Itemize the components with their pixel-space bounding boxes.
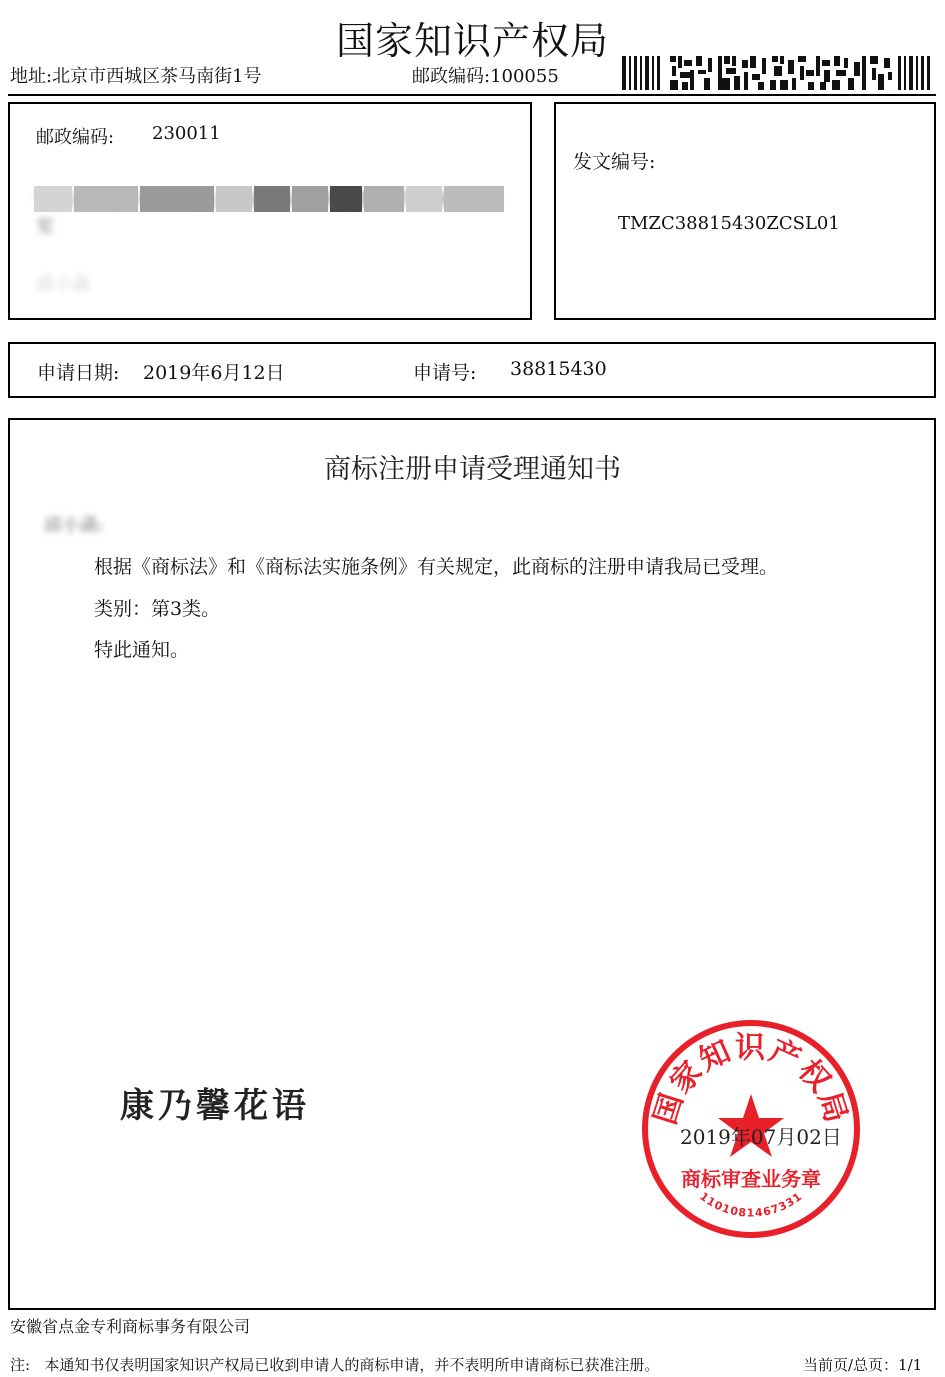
recipient-address-line2: 室 — [36, 216, 54, 237]
office-postcode: 邮政编码:100055 — [412, 66, 559, 87]
notice-date: 2019年07月02日 — [680, 1125, 842, 1149]
application-date-label: 申请日期: — [37, 362, 120, 384]
page-title: 国家知识产权局 — [335, 19, 609, 63]
notice-category: 类别：第3类。 — [94, 598, 221, 620]
redaction-strip — [34, 186, 534, 216]
footer-note: 注: 本通知书仅表明国家知识产权局已收到申请人的商标申请，并不表明所申请商标已获准注册。 — [10, 1356, 660, 1374]
agent-name: 安徽省点金专利商标事务有限公司 — [10, 1317, 251, 1336]
recipient-name: 邱小菡 — [36, 274, 90, 295]
notice-title: 商标注册申请受理通知书 — [324, 454, 621, 485]
header-divider — [8, 94, 936, 96]
application-number-value: 38815430 — [510, 358, 607, 380]
page-indicator: 当前页/总页：1/1 — [803, 1356, 923, 1374]
application-number-label: 申请号: — [413, 362, 477, 384]
trademark-image: 康乃馨花语 — [120, 1086, 310, 1126]
seal-serial: 1101081467331 — [697, 1189, 805, 1220]
application-date-value: 2019年6月12日 — [143, 362, 285, 384]
doc-number-box — [554, 102, 936, 320]
notice-body: 根据《商标法》和《商标法实施条例》有关规定，此商标的注册申请我局已受理。 — [94, 556, 779, 578]
recipient-postcode-label: 邮政编码: — [36, 127, 115, 148]
barcode-icon — [622, 56, 930, 90]
seal-bottom-text: 商标审查业务章 — [681, 1167, 821, 1191]
seal-top-text: 国家知识产权局 — [647, 1030, 855, 1129]
recipient-postcode-value: 230011 — [152, 123, 221, 144]
svg-text:1101081467331 — [697, 1190, 805, 1220]
doc-number-label: 发文编号: — [573, 151, 656, 173]
doc-number-value: TMZC38815430ZCSL01 — [618, 213, 840, 234]
notice-addressee: 邱小菡: — [44, 515, 105, 536]
notice-closing: 特此通知。 — [94, 639, 190, 661]
office-address: 地址:北京市西城区茶马南街1号 — [10, 66, 262, 87]
